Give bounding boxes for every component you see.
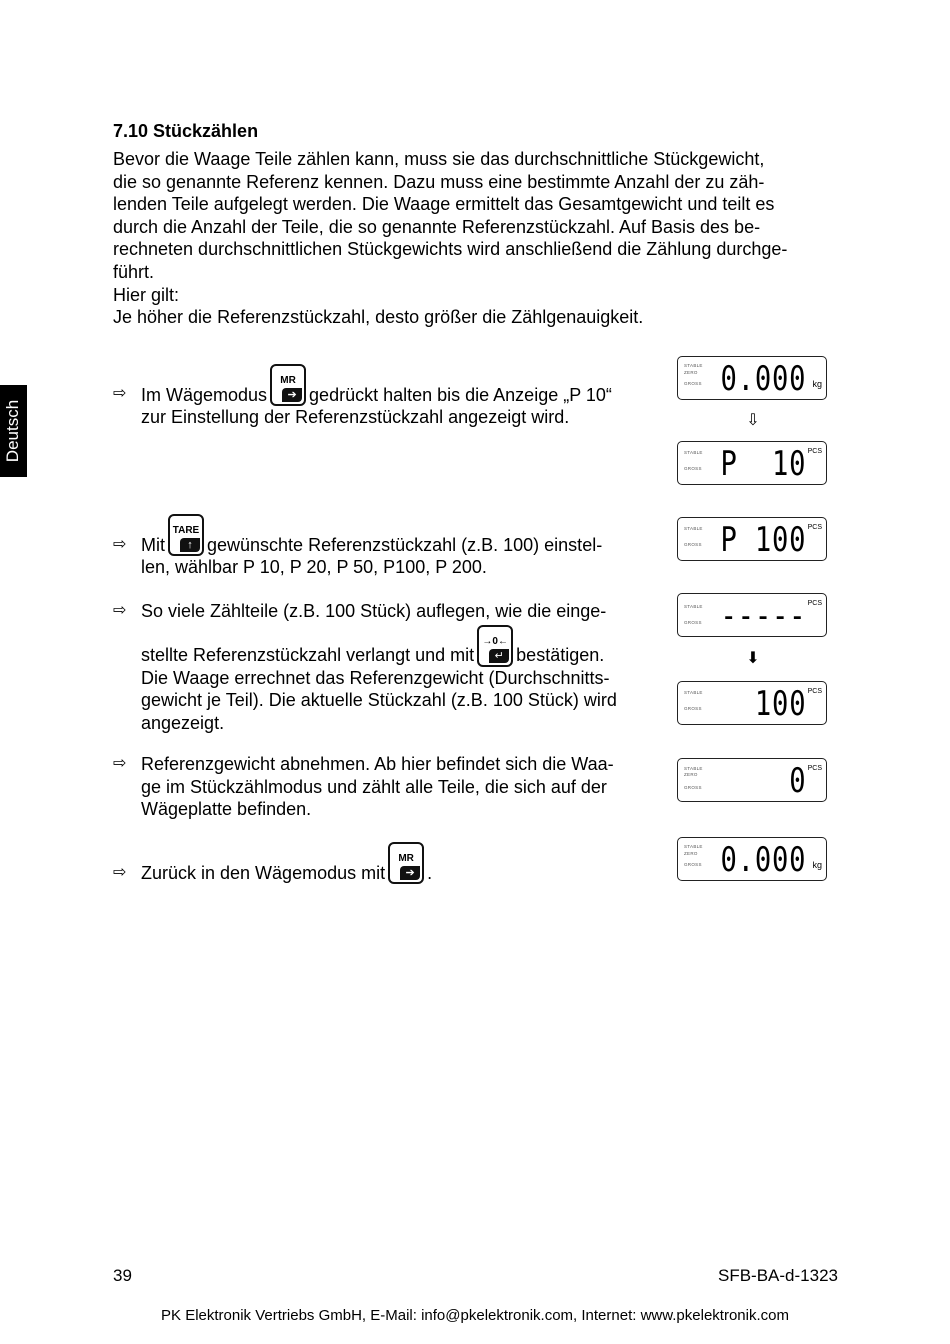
lcd-display: STABLE ZERO GROSS 0.000 kg <box>677 356 827 400</box>
paragraph-line: die so genannte Referenz kennen. Dazu muss eine bestimmte Anzahl der zu zäh- <box>113 171 765 192</box>
step-2-text: len, wählbar P 10, P 20, P 50, P100, P 200. <box>141 557 487 577</box>
tare-key-icon: TARE ↑ <box>168 514 204 556</box>
lcd-unit: kg <box>812 379 822 389</box>
step-2-text: Mit <box>141 534 165 555</box>
language-tab-label: Deutsch <box>3 399 23 463</box>
lcd-value: P 100 <box>720 520 806 560</box>
bullet-arrow-icon: ⇨ <box>113 755 127 772</box>
step-3-text: Die Waage errechnet das Referenzgewicht (Durchschnitts- <box>141 667 610 688</box>
step-4-text: Referenzgewicht abnehmen. Ab hier befindet sich die Waa- <box>141 754 614 774</box>
lcd-display: STABLE ZERO GROSS 0 PCS <box>677 758 827 802</box>
lcd-value: 0.000 <box>720 359 806 399</box>
paragraph-line: Je höher die Referenzstückzahl, desto größer die Zählgenauigkeit. <box>113 307 644 328</box>
paragraph-line: durch die Anzahl der Teile, die so genannte Referenzstückzahl. Auf Basis des be- <box>113 216 761 237</box>
lcd-value: ----- <box>720 596 806 636</box>
mr-key-icon: MR ➔ <box>388 842 424 884</box>
step-1-text: gedrückt halten bis die Anzeige „P 10“ <box>309 384 612 405</box>
bullet-arrow-icon: ⇨ <box>113 864 127 881</box>
step-4-text: ge im Stückzählmodus und zählt alle Teile, die sich auf der <box>141 776 607 797</box>
paragraph-line: Bevor die Waage Teile zählen kann, muss sie das durchschnittliche Stückgewicht, <box>113 149 765 169</box>
step-5-text: . <box>427 862 433 883</box>
step-3-text: gewicht je Teil). Die aktuelle Stückzahl (z.B. 100 Stück) wird <box>141 690 617 710</box>
lcd-display: STABLE GROSS ----- PCS <box>677 593 827 637</box>
step-3-text: angezeigt. <box>141 712 225 733</box>
step-2 <box>113 514 661 579</box>
bullet-arrow-icon: ⇨ <box>113 602 127 619</box>
zero-key-icon: →0← ↵ <box>477 625 513 667</box>
step-4-text: Wägeplatte befinden. <box>141 799 312 819</box>
step-4 <box>113 753 661 821</box>
lcd-value: 100 <box>754 684 806 724</box>
step-5-text: Zurück in den Wägemodus mit <box>141 862 386 883</box>
page-number: 39 <box>113 1266 132 1285</box>
step-5 <box>113 842 661 884</box>
step-3-text: So viele Zählteile (z.B. 100 Stück) auflegen, wie die einge- <box>141 601 607 621</box>
lcd-unit: PCS <box>807 524 822 531</box>
step-3-text: bestätigen. <box>516 645 605 665</box>
intro-paragraph <box>113 148 838 329</box>
lcd-value: 0.000 <box>720 840 806 880</box>
mr-key-icon: MR ➔ <box>270 364 306 406</box>
hollow-down-arrow-icon: ⇩ <box>746 412 760 429</box>
lcd-display: STABLE GROSS P 10 PCS <box>677 441 827 485</box>
bullet-arrow-icon: ⇨ <box>113 385 127 402</box>
paragraph-line: lenden Teile aufgelegt werden. Die Waage ermittelt das Gesamtgewicht und teilt es <box>113 194 775 215</box>
lcd-unit: PCS <box>807 688 822 695</box>
paragraph-line: rechneten durchschnittlichen Stückgewichts wird anschließend die Zählung durchge- <box>113 239 788 260</box>
lcd-unit: PCS <box>807 600 822 607</box>
lcd-unit: kg <box>812 860 822 870</box>
lcd-unit: PCS <box>807 448 822 455</box>
lcd-display: STABLE GROSS 100 PCS <box>677 681 827 725</box>
step-1-text: zur Einstellung der Referenzstückzahl angezeigt wird. <box>141 407 570 427</box>
company-footer: PK Elektronik Vertriebs GmbH, E-Mail: info@pkelektronik.com, Internet: www.pkelektronik.com <box>161 1307 789 1324</box>
solid-down-arrow-icon: ⬇ <box>746 650 760 667</box>
lcd-display: STABLE ZERO GROSS 0.000 kg <box>677 837 827 881</box>
paragraph-line: führt. <box>113 261 155 282</box>
lcd-display: STABLE GROSS P 100 PCS <box>677 517 827 561</box>
step-2-text: gewünschte Referenzstückzahl (z.B. 100) einstel- <box>207 534 603 555</box>
language-tab <box>0 385 27 477</box>
step-3 <box>113 600 661 734</box>
lcd-unit: PCS <box>807 765 822 772</box>
step-3-text: stellte Referenzstückzahl verlangt und mit <box>141 645 475 665</box>
section-heading: 7.10 Stückzählen <box>113 121 259 141</box>
bullet-arrow-icon: ⇨ <box>113 536 127 553</box>
lcd-value: 0 <box>788 761 806 801</box>
lcd-value: P 10 <box>720 444 806 484</box>
step-1 <box>113 364 661 429</box>
paragraph-line: Hier gilt: <box>113 284 180 305</box>
step-1-text: Im Wägemodus <box>141 384 268 405</box>
document-id: SFB-BA-d-1323 <box>718 1266 838 1285</box>
